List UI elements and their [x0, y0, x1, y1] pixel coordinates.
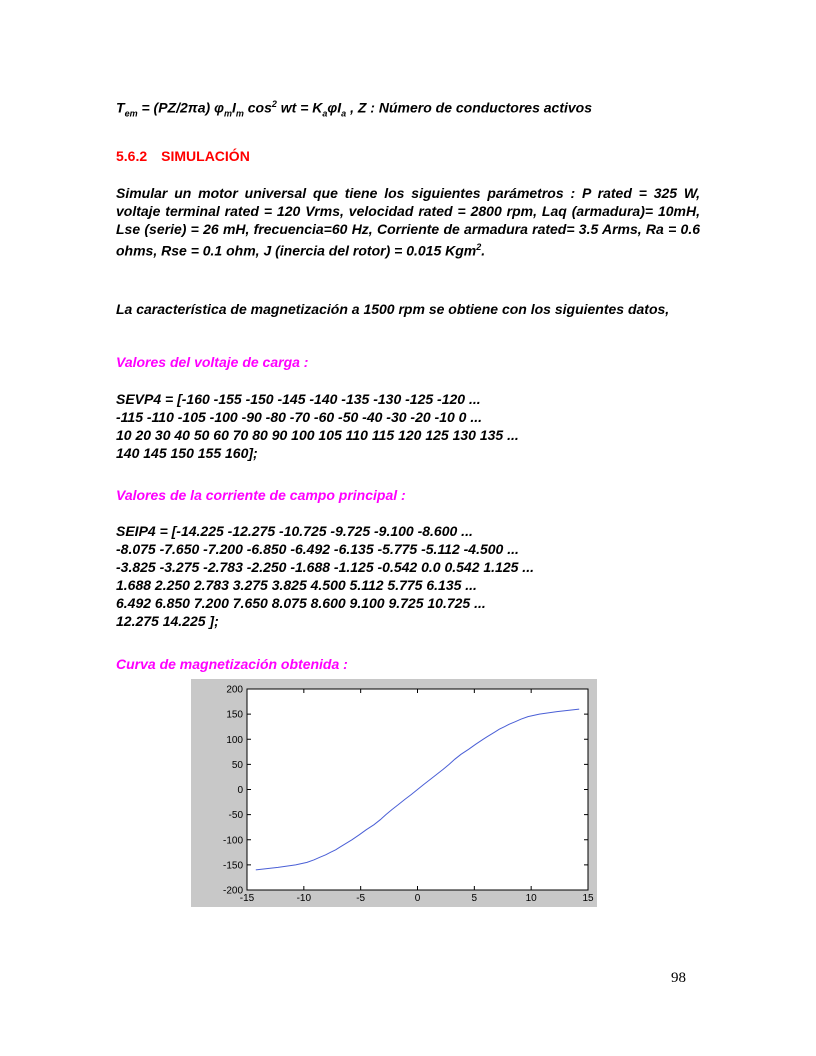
paragraph-end: . [481, 242, 486, 259]
x-tick-label: -10 [296, 893, 312, 904]
formula-text: = (PZ/2 [137, 99, 188, 116]
seip4-line: 6.492 6.850 7.200 7.650 8.075 8.600 9.100 9.725 10.725 ... [116, 595, 486, 611]
formula-text: wt = K [276, 99, 323, 116]
y-tick-label: 100 [226, 734, 243, 746]
section-heading [116, 148, 700, 164]
chart-svg [191, 679, 597, 907]
magnetization-chart [191, 679, 597, 907]
y-tick-label: -50 [228, 810, 243, 822]
seip4-line: -3.825 -3.275 -2.783 -2.250 -1.688 -1.125 -0.542 0.0 0.542 1.125 ... [116, 559, 534, 575]
paragraph-text: Simular un motor universal que tiene los siguientes parámetros : P rated = 325 W, voltaje terminal rated = 120 Vrms, velocidad rated = 2800 rpm, Laq (armadura)= 10mH, Lse (serie) = 26 mH, frecuencia=60 Hz, Corriente de armadura rated= 3.5 Arms, Ra = 0.6 ohms, Rse = 0.1 ohm, J (inercia del rotor) = 0.015 Kgm [116, 185, 700, 259]
x-tick-label: -5 [356, 893, 366, 904]
x-tick-label: -15 [239, 893, 255, 904]
sevp4-array [116, 390, 700, 462]
x-tick-label: 10 [525, 893, 537, 904]
sevp4-line: 10 20 30 40 50 60 70 80 90 100 105 110 115 120 125 130 135 ... [116, 427, 519, 443]
formula-text: cos [243, 99, 272, 116]
paragraph-sup: 2 [476, 242, 482, 252]
formula-sub: a [341, 108, 347, 119]
sevp4-line: -115 -110 -105 -100 -90 -80 -70 -60 -50 -40 -30 -20 -10 0 ... [116, 409, 483, 425]
seip4-line: -8.075 -7.650 -7.200 -6.850 -6.492 -6.135 -5.775 -5.112 -4.500 ... [116, 541, 519, 557]
torque-formula [116, 95, 700, 122]
formula-text: a) φ [197, 99, 224, 116]
formula-text: , Z : Número de conductores activos [346, 99, 593, 116]
paragraph-parameters [116, 184, 700, 260]
seip4-line: 1.688 2.250 2.783 3.275 3.825 4.500 5.112 5.775 6.135 ... [116, 577, 477, 593]
y-tick-label: -200 [222, 885, 243, 897]
label-load-voltage: Valores del voltaje de carga : [116, 354, 309, 370]
sevp4-line: SEVP4 = [-160 -155 -150 -145 -140 -135 -130 -125 -120 ... [116, 391, 481, 407]
y-tick-label: -150 [222, 860, 243, 872]
section-number: 5.6.2 [116, 148, 148, 164]
y-tick-label: 200 [226, 684, 243, 696]
y-tick-label: 0 [237, 785, 243, 796]
formula-text: I [231, 99, 236, 116]
x-tick-label: 5 [471, 893, 478, 904]
label-field-current: Valores de la corriente de campo principal : [116, 487, 406, 503]
seip4-line: SEIP4 = [-14.225 -12.275 -10.725 -9.725 -9.100 -8.600 ... [116, 523, 473, 539]
y-tick-label: 150 [226, 709, 243, 721]
label-magnetization-curve: Curva de magnetización obtenida : [116, 656, 348, 672]
page-number: 98 [671, 970, 686, 986]
section-title: SIMULACIÓN [161, 148, 250, 164]
formula-sup: 2 [271, 99, 277, 109]
formula-sub: m [235, 108, 244, 119]
formula-sub: em [124, 108, 138, 119]
formula-text: T [116, 99, 125, 116]
y-tick-label: 50 [231, 759, 243, 771]
y-tick-label: -100 [222, 835, 243, 847]
seip4-line: 12.275 14.225 ]; [116, 613, 219, 629]
sevp4-line: 140 145 150 155 160]; [116, 445, 258, 461]
x-tick-label: 0 [414, 893, 421, 904]
formula-sub: m [223, 108, 232, 119]
formula-text: φI [327, 99, 342, 116]
formula-pi: π [187, 99, 198, 116]
formula-sub: a [322, 108, 328, 119]
paragraph-magnetization: La característica de magnetización a 1500 rpm se obtiene con los siguientes datos, [116, 301, 670, 317]
x-tick-label: 15 [582, 893, 594, 904]
seip4-array [116, 522, 700, 630]
